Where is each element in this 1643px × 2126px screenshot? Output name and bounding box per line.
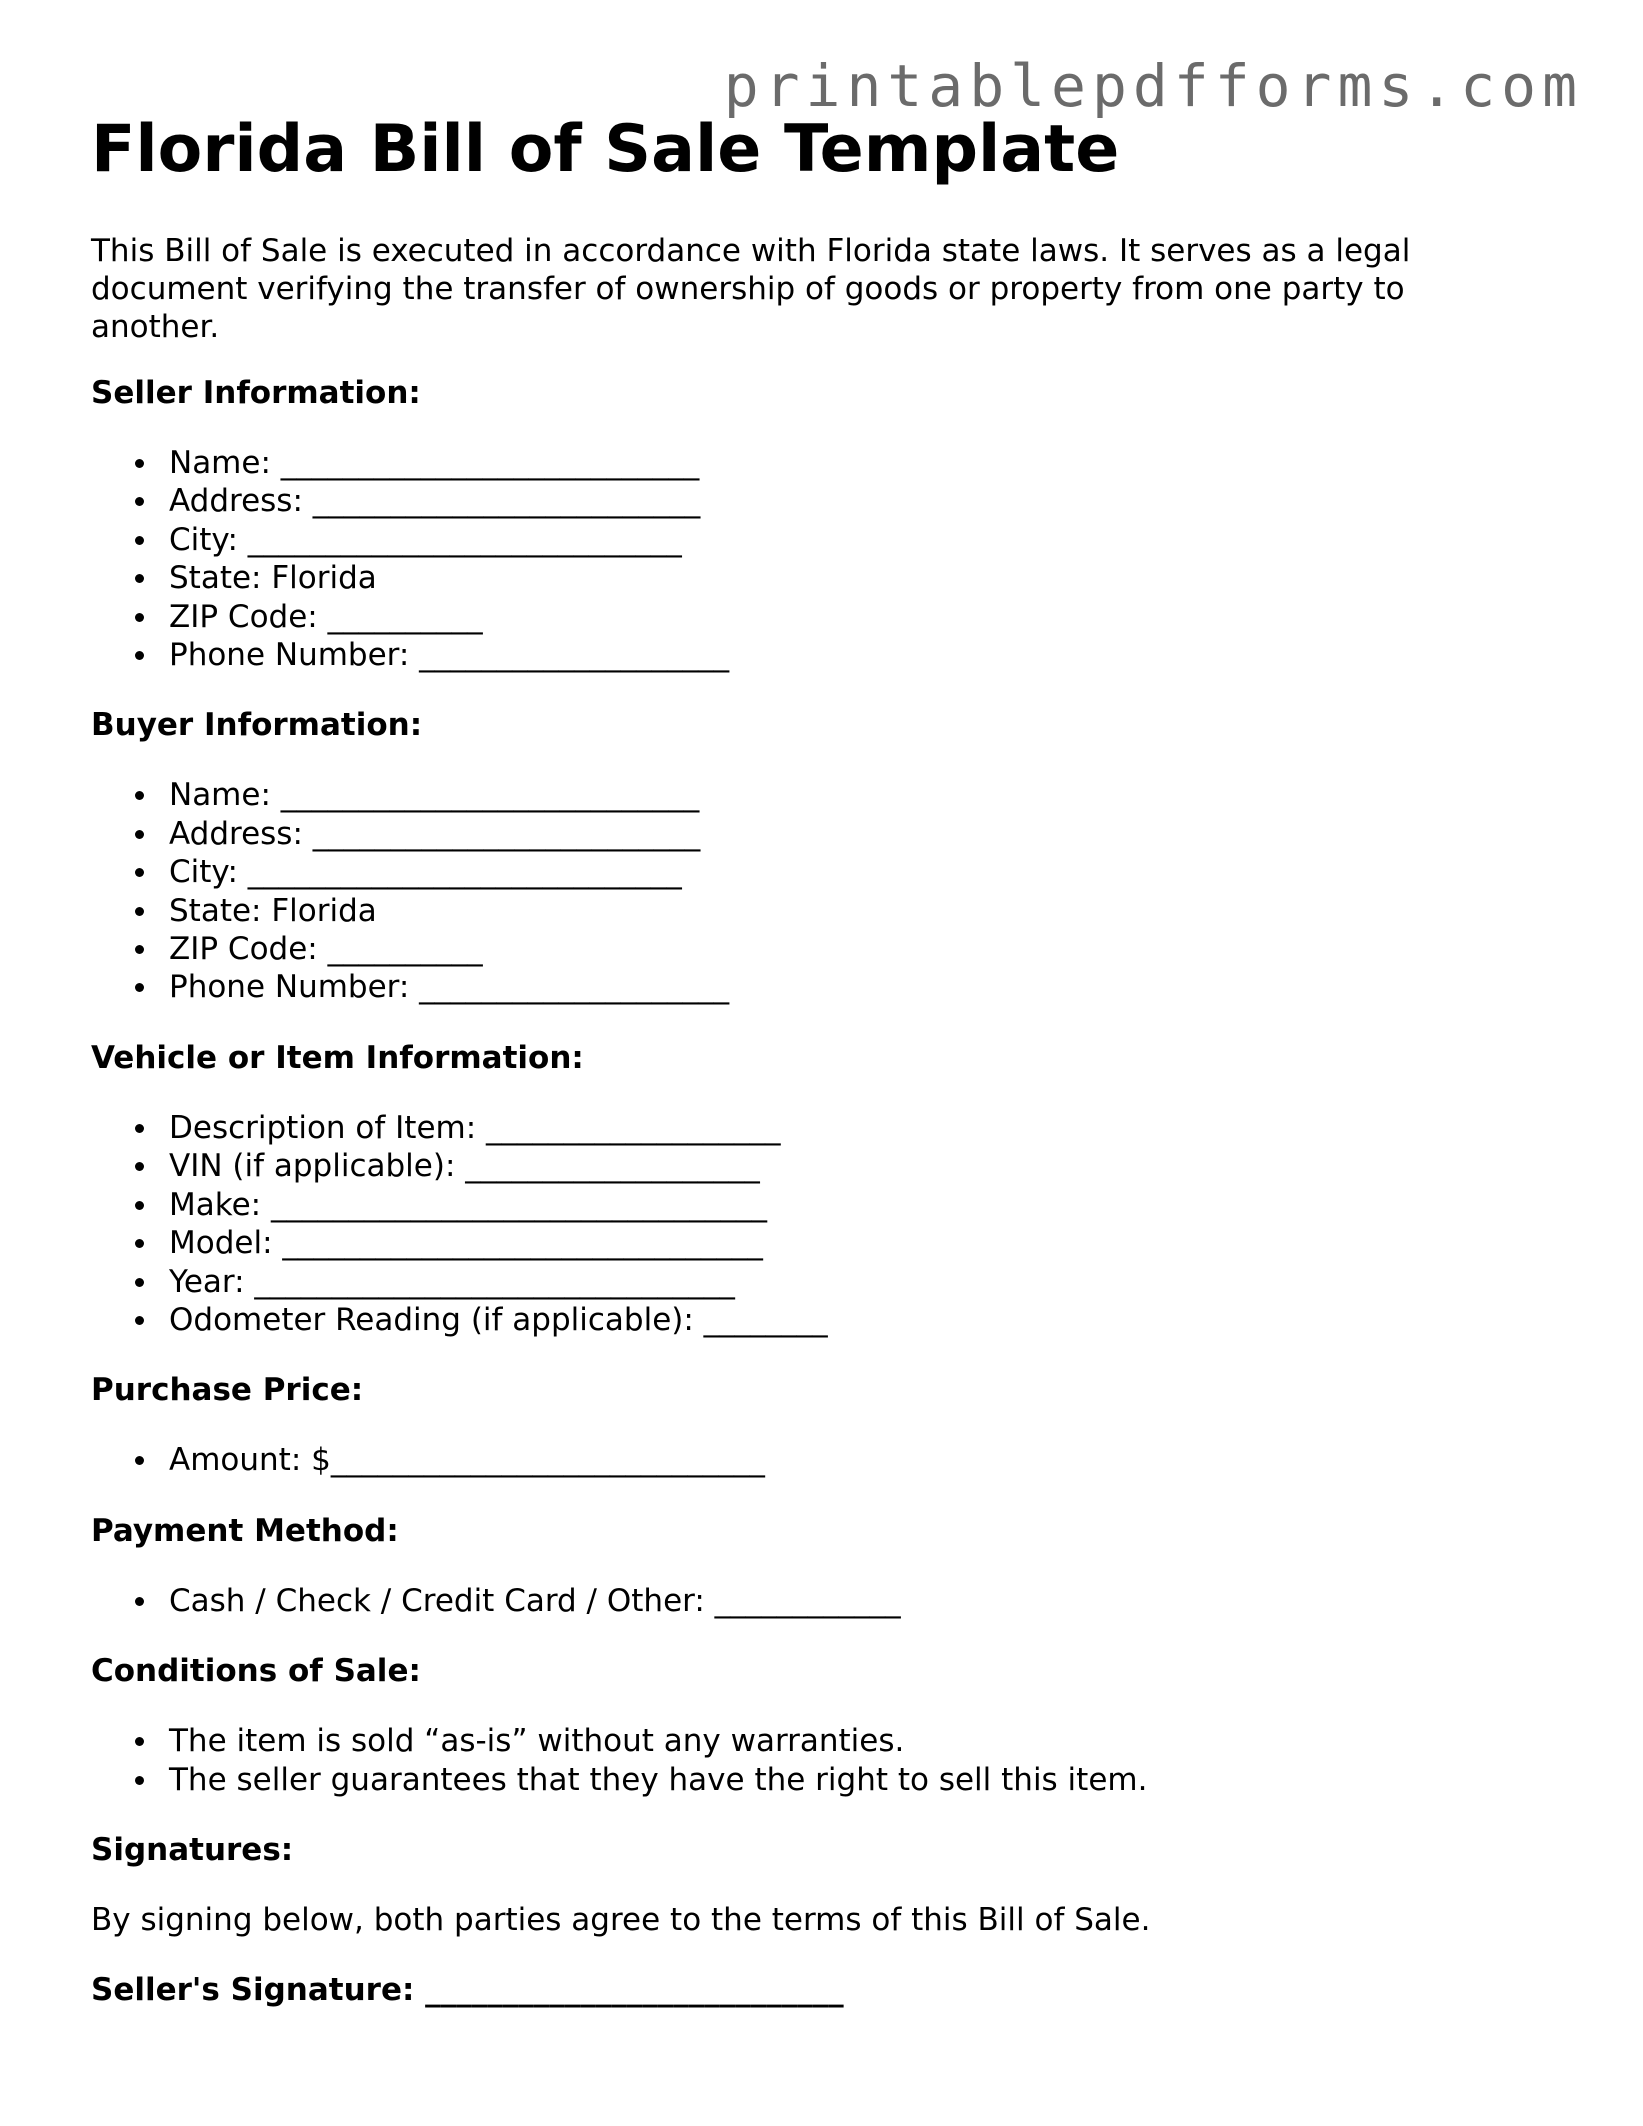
buyer-phone-field: Phone Number: ____________________ — [169, 968, 1571, 1006]
vehicle-heading: Vehicle or Item Information: — [91, 1039, 584, 1076]
buyer-heading: Buyer Information: — [91, 707, 423, 744]
signatures-statement: By signing below, both parties agree to the terms of this Bill of Sale. — [91, 1901, 1151, 1938]
payment-heading: Payment Method: — [91, 1512, 399, 1549]
buyer-state-field: State: Florida — [169, 892, 1571, 930]
page-title: Florida Bill of Sale Template — [91, 112, 1120, 187]
intro-paragraph: This Bill of Sale is executed in accordance with Florida state laws. It serves as a legal document verifying the transfer of ownership of goods or property from one party to another. — [91, 233, 1411, 345]
conditions-list — [91, 1722, 1571, 1799]
seller-zip-field: ZIP Code: __________ — [169, 598, 1571, 636]
year-field: Year: _______________________________ — [169, 1263, 1571, 1301]
conditions-heading: Conditions of Sale: — [91, 1653, 421, 1690]
seller-phone-field: Phone Number: ____________________ — [169, 636, 1571, 674]
seller-heading: Seller Information: — [91, 375, 421, 411]
price-list — [91, 1441, 1571, 1479]
buyer-list — [91, 776, 1571, 1006]
seller-name-field: Name: ___________________________ — [169, 444, 1571, 482]
signatures-heading: Signatures: — [91, 1831, 294, 1868]
odometer-field: Odometer Reading (if applicable): ________ — [169, 1301, 1571, 1339]
condition-as-is: The item is sold “as-is” without any warranties. — [169, 1722, 1571, 1760]
item-description-field: Description of Item: ___________________ — [169, 1109, 1571, 1147]
seller-city-field: City: ____________________________ — [169, 521, 1571, 559]
buyer-name-field: Name: ___________________________ — [169, 776, 1571, 814]
seller-address-field: Address: _________________________ — [169, 482, 1571, 520]
seller-state-field: State: Florida — [169, 559, 1571, 597]
condition-right-to-sell: The seller guarantees that they have the right to sell this item. — [169, 1761, 1571, 1799]
buyer-address-field: Address: _________________________ — [169, 815, 1571, 853]
vin-field: VIN (if applicable): ___________________ — [169, 1147, 1571, 1185]
buyer-city-field: City: ____________________________ — [169, 853, 1571, 891]
document-page — [91, 110, 1571, 2009]
price-heading: Purchase Price: — [91, 1372, 364, 1409]
payment-method-field: Cash / Check / Credit Card / Other: ____________ — [169, 1582, 1571, 1620]
buyer-zip-field: ZIP Code: __________ — [169, 930, 1571, 968]
amount-field: Amount: $____________________________ — [169, 1441, 1571, 1479]
payment-list — [91, 1582, 1571, 1620]
make-field: Make: ________________________________ — [169, 1186, 1571, 1224]
seller-signature-line: Seller's Signature: ___________________________ — [91, 1971, 844, 2008]
vehicle-list — [91, 1109, 1571, 1339]
watermark: printablepdfforms.com — [723, 52, 1583, 120]
model-field: Model: _______________________________ — [169, 1224, 1571, 1262]
seller-list — [91, 444, 1571, 674]
